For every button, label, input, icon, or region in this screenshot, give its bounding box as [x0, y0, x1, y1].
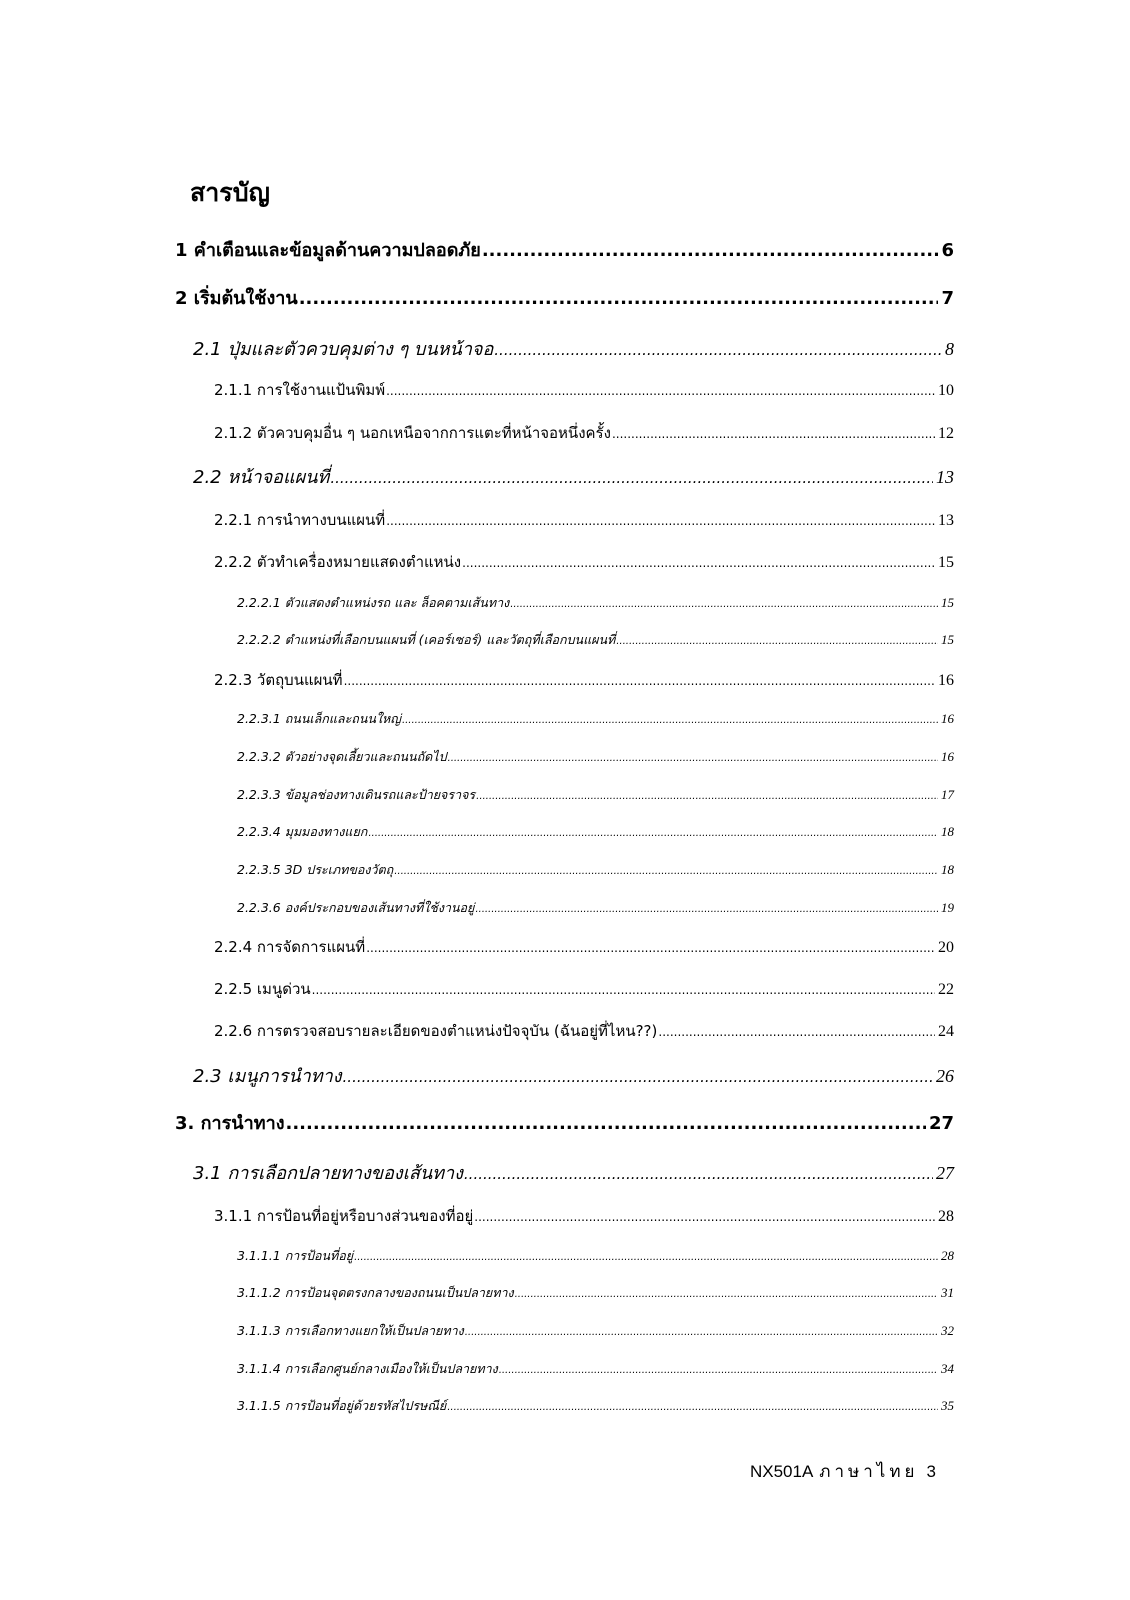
toc-entry-page-number: 17: [941, 787, 954, 802]
toc-entry-title: 2.2.6 การตรวจสอบรายละเอียดของตำแหน่งปัจจุบัน (ฉันอยู่ที่ไหน??): [214, 1022, 658, 1040]
toc-entry-page-number: 7: [941, 288, 954, 309]
toc-entry-title: 3.1.1.3 การเลือกทางแยกให้เป็นปลายทาง: [237, 1323, 464, 1338]
dot-leader: [366, 942, 935, 954]
toc-entry[interactable]: [237, 901, 954, 915]
toc-entry-page-number: 15: [941, 632, 954, 647]
toc-entry[interactable]: [237, 1399, 954, 1413]
toc-entry-page-number: 15: [941, 595, 954, 610]
toc-entry[interactable]: [237, 633, 954, 647]
toc-entry-page-number: 32: [941, 1323, 954, 1338]
toc-entry-title: 2.2 หน้าจอแผนที่: [193, 467, 330, 488]
toc-entry[interactable]: [237, 1249, 954, 1263]
toc-entry-title: 2.1 ปุ่มและตัวควบคุมต่าง ๆ บนหน้าจอ: [193, 339, 494, 360]
dot-leader: [312, 984, 935, 996]
toc-entry-title: 2.1.2 ตัวควบคุมอื่น ๆ นอกเหนือจากการแตะที่หน้าจอหนึ่งครั้ง: [214, 424, 611, 442]
toc-entry[interactable]: [214, 1209, 954, 1225]
toc-entry[interactable]: [237, 825, 954, 839]
toc-entry[interactable]: [237, 712, 954, 726]
dot-leader: [494, 343, 942, 358]
dot-leader: [354, 1253, 938, 1263]
dot-leader: [612, 428, 935, 440]
toc-entry-page-number: 22: [938, 981, 954, 998]
toc-entry-title: 2.2.3.3 ข้อมูลช่องทางเดินรถและป้ายจราจร: [237, 787, 476, 802]
dot-leader: [448, 754, 938, 764]
toc-entry-title: 2.2.3.5 3D ประเภทของวัตถุ: [237, 862, 394, 877]
toc-entry[interactable]: [237, 1362, 954, 1376]
toc-entry-title: 3.1.1.1 การป้อนที่อยู่: [237, 1248, 354, 1263]
toc-entry-page-number: 6: [941, 240, 954, 261]
dot-leader: [394, 867, 938, 877]
page-footer: [750, 1458, 936, 1485]
toc-entry[interactable]: [214, 940, 954, 956]
toc-entry-title: 2.2.2 ตัวทำเครื่องหมายแสดงตำแหน่ง: [214, 553, 462, 571]
toc-entry[interactable]: [175, 242, 954, 260]
toc-entry-page-number: 16: [941, 749, 954, 764]
toc-entry-page-number: 31: [941, 1285, 954, 1300]
toc-entry-page-number: 34: [941, 1361, 954, 1376]
toc-entry-title: 2.2.3 วัตถุบนแผนที่: [214, 671, 343, 689]
dot-leader: [285, 1115, 925, 1133]
dot-leader: [465, 1328, 938, 1338]
toc-entry-page-number: 16: [941, 711, 954, 726]
toc-entry[interactable]: [237, 596, 954, 610]
dot-leader: [474, 1211, 935, 1223]
toc-entry-title: 2.2.2.1 ตัวแสดงตำแหน่งรถ และ ล็อคตามเส้นทาง: [237, 595, 510, 610]
toc-entry[interactable]: [237, 1286, 954, 1300]
dot-leader: [462, 557, 935, 569]
toc-entry-title: 3. การนำทาง: [175, 1113, 285, 1134]
toc-entry[interactable]: [214, 555, 954, 571]
toc-entry[interactable]: [237, 750, 954, 764]
toc-entry-title: 3.1.1 การป้อนที่อยู่หรือบางส่วนของที่อยู่: [214, 1207, 474, 1225]
dot-leader: [386, 385, 935, 397]
dot-leader: [499, 1366, 938, 1376]
toc-entry[interactable]: [193, 340, 954, 359]
dot-leader: [616, 637, 938, 647]
toc-entry-page-number: 8: [945, 339, 954, 359]
toc-entry[interactable]: [237, 1324, 954, 1338]
toc-entry[interactable]: [175, 1115, 954, 1133]
toc-entry-title: 2 เริ่มต้นใช้งาน: [175, 288, 298, 309]
toc-entry-page-number: 16: [938, 672, 954, 689]
toc-entry-page-number: 15: [938, 554, 954, 571]
toc-entry-page-number: 12: [938, 425, 954, 442]
dot-leader: [330, 471, 933, 486]
toc-entry-page-number: 18: [941, 862, 954, 877]
toc-entry-title: 3.1.1.4 การเลือกศูนย์กลางเมืองให้เป็นปลายทาง: [237, 1361, 498, 1376]
dot-leader: [368, 829, 938, 839]
toc-entry[interactable]: [214, 383, 954, 399]
toc-entry-page-number: 28: [941, 1248, 954, 1263]
toc-entry-page-number: 27: [928, 1113, 954, 1134]
toc-entry-title: 3.1 การเลือกปลายทางของเส้นทาง: [193, 1163, 463, 1184]
footer-page-number: 3: [926, 1462, 936, 1481]
dot-leader: [476, 792, 938, 802]
toc-entry[interactable]: [237, 863, 954, 877]
toc-entry[interactable]: [214, 513, 954, 529]
dot-leader: [482, 242, 939, 260]
dot-leader: [475, 905, 938, 915]
footer-model: NX501A: [749, 1462, 814, 1481]
dot-leader: [510, 600, 938, 610]
toc-entry-title: 2.2.1 การนำทางบนแผนที่: [214, 511, 386, 529]
toc-entry-title: 2.3 เมนูการนำทาง: [193, 1066, 342, 1087]
dot-leader: [402, 716, 938, 726]
toc-entry-title: 3.1.1.2 การป้อนจุดตรงกลางของถนนเป็นปลายทาง: [237, 1285, 514, 1300]
toc-entry-page-number: 35: [941, 1398, 954, 1413]
dot-leader: [299, 290, 939, 308]
toc-entry-page-number: 13: [938, 512, 954, 529]
toc-entry-page-number: 10: [938, 382, 954, 399]
toc-entry[interactable]: [193, 1067, 954, 1086]
dot-leader: [344, 675, 935, 687]
dot-leader: [447, 1403, 938, 1413]
toc-entry-title: 2.2.3.6 องค์ประกอบของเส้นทางที่ใช้งานอยู่: [237, 900, 475, 915]
toc-entry-title: 3.1.1.5 การป้อนที่อยู่ด้วยรหัสไปรษณีย์: [237, 1398, 447, 1413]
dot-leader: [464, 1167, 933, 1182]
toc-entry-title: 2.2.4 การจัดการแผนที่: [214, 938, 366, 956]
dot-leader: [658, 1026, 935, 1038]
toc-entry-title: 2.2.3.2 ตัวอย่างจุดเลี้ยวและถนนถัดไป: [237, 749, 447, 764]
toc-entry-title: 1 คำเตือนและข้อมูลด้านความปลอดภัย: [175, 240, 481, 261]
toc-entry-title: 2.2.5 เมนูด่วน: [214, 980, 311, 998]
toc-entry-title: 2.2.3.1 ถนนเล็กและถนนใหญ่: [237, 711, 401, 726]
toc-entry[interactable]: [175, 290, 954, 308]
toc-entry[interactable]: [193, 468, 954, 487]
toc-entry[interactable]: [237, 788, 954, 802]
toc-entry[interactable]: [214, 982, 954, 998]
dot-leader: [515, 1290, 938, 1300]
toc-entry-page-number: 27: [936, 1163, 954, 1183]
toc-entry-page-number: 24: [938, 1023, 954, 1040]
dot-leader: [386, 515, 935, 527]
toc-entry-page-number: 18: [941, 824, 954, 839]
toc-entry-title: 2.1.1 การใช้งานแป้นพิมพ์: [214, 381, 386, 399]
toc-entry[interactable]: [193, 1164, 954, 1183]
toc-entry[interactable]: [214, 673, 954, 689]
toc-entry-title: 2.2.3.4 มุมมองทางแยก: [237, 824, 368, 839]
toc-entry-page-number: 28: [938, 1208, 954, 1225]
toc-entry-title: 2.2.2.2 ตำแหน่งที่เลือกบนแผนที่ (เคอร์เซอร์) และวัตถุที่เลือกบนแผนที่: [237, 632, 616, 647]
toc-entry-page-number: 20: [938, 939, 954, 956]
toc-entry[interactable]: [214, 426, 954, 442]
toc-entry-page-number: 19: [941, 900, 954, 915]
toc-title: สารบัญ: [190, 178, 270, 207]
toc-entry-page-number: 13: [936, 467, 954, 487]
toc-entry-page-number: 26: [936, 1066, 954, 1086]
toc-entry[interactable]: [214, 1024, 954, 1040]
footer-language: ภาษาไทย: [819, 1462, 919, 1481]
dot-leader: [343, 1070, 933, 1085]
